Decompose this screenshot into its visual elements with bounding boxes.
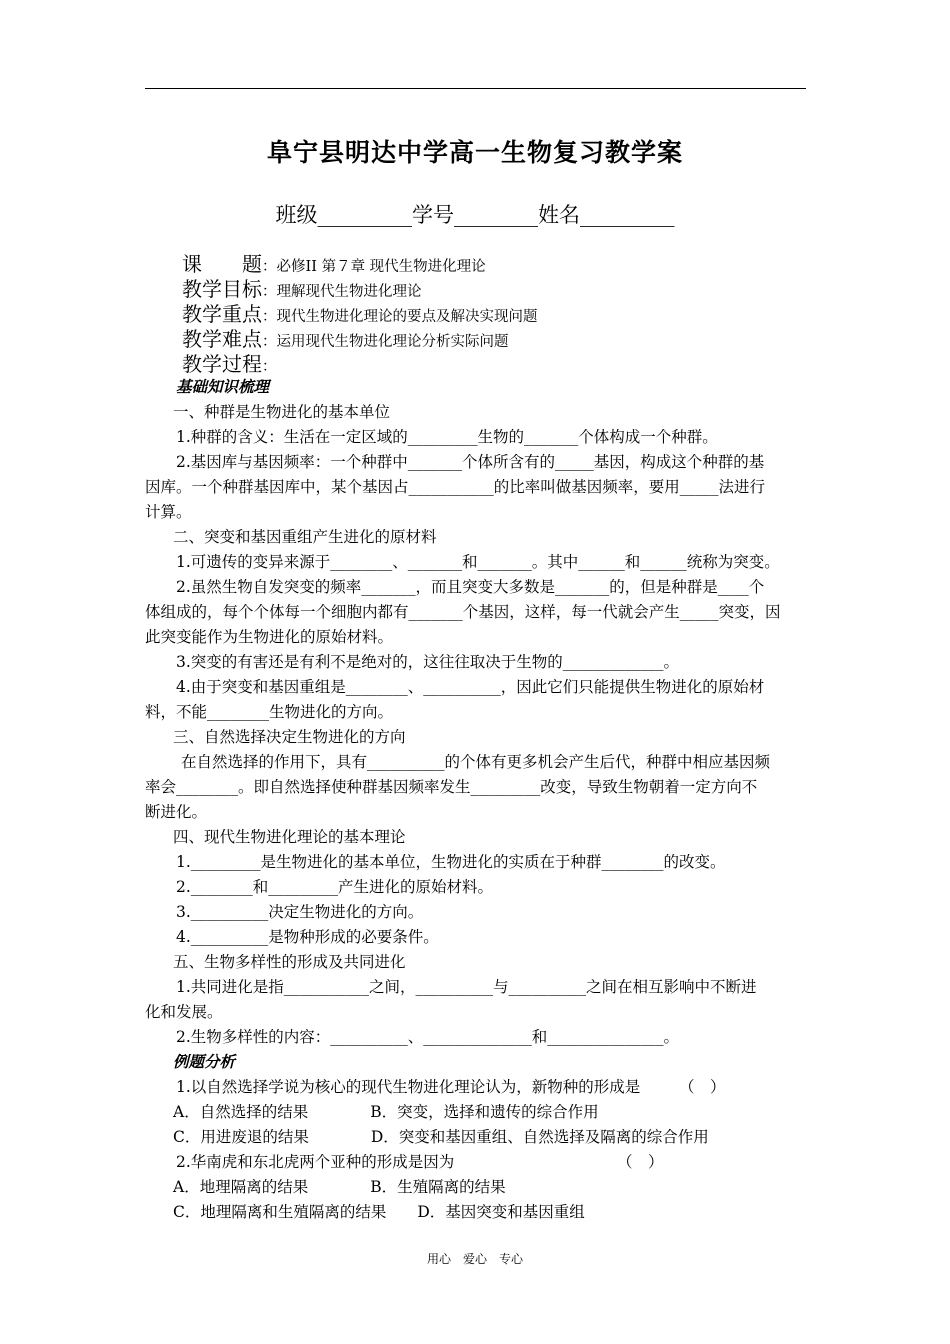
example-question-2: 2.华南虎和东北虎两个亚种的形成是因为 （ ）: [176, 1153, 664, 1171]
question-line: 体组成的，每个个体每一个细胞内都有_______个基因，这样，每一代就会产生_____突变，因: [145, 603, 781, 621]
question-line: 2.生物多样性的内容：__________、______________和_______________。: [176, 1028, 680, 1046]
question-line: 1.共同进化是指___________之间，__________与__________之间在相互影响中不断进: [176, 978, 757, 996]
header-process-key: 教学过程: [182, 352, 262, 376]
question-line: 2.基因库与基因频率：一个种群中_______个体所含有的_____基因，构成这个种群的基: [176, 453, 765, 471]
example-options: A．自然选择的结果 B．突变，选择和遗传的综合作用: [173, 1103, 599, 1121]
question-line: 此突变能作为生物进化的原始材料。: [145, 628, 394, 646]
question-line: 率会________。即自然选择使种群基因频率发生_________改变，导致生物朝着一定方向不: [145, 778, 758, 796]
question-line: 2.虽然生物自发突变的频率_______，而且突变大多数是_______的，但是种群是____个: [176, 578, 765, 596]
section-heading-basics: 基础知识梳理: [176, 377, 270, 396]
example-options: C．地理隔离和生殖隔离的结果 D．基因突变和基因重组: [173, 1203, 585, 1221]
header-difficulty-value: 运用现代生物进化理论分析实际问题: [276, 334, 509, 350]
question-line: 4.__________是物种形成的必要条件。: [176, 928, 439, 946]
question-line: 1.种群的含义：生活在一定区域的_________生物的_______个体构成一个种群。: [176, 428, 718, 446]
header-keypoint: 教学重点：现代生物进化理论的要点及解决实现问题: [182, 302, 538, 326]
section-title-1: 一、种群是生物进化的基本单位: [173, 403, 391, 421]
header-topic: 课 题：必修II 第７章 现代生物进化理论: [182, 252, 486, 276]
header-topic-key: 课 题: [182, 252, 262, 276]
header-keypoint-key: 教学重点: [182, 302, 262, 326]
section-title-5: 五、生物多样性的形成及共同进化: [173, 953, 406, 971]
section-heading-examples: 例题分析: [173, 1052, 236, 1071]
header-difficulty-key: 教学难点: [182, 327, 262, 351]
header-keypoint-value: 现代生物进化理论的要点及解决实现问题: [276, 309, 538, 325]
question-line: 断进化。: [145, 803, 208, 821]
question-line: 3.突变的有害还是有利不是绝对的，这往往取决于生物的_____________。: [176, 653, 680, 671]
header-difficulty: 教学难点：运用现代生物进化理论分析实际问题: [182, 327, 509, 351]
example-question-1: 1.以自然选择学说为核心的现代生物进化理论认为，新物种的形成是 （ ）: [176, 1078, 726, 1096]
question-line: 1._________是生物进化的基本单位，生物进化的实质在于种群________的改变。: [176, 853, 726, 871]
question-line: 化和发展。: [145, 1003, 223, 1021]
page-footer: 用心 爱心 专心: [426, 1252, 523, 1266]
question-line: 3.__________决定生物进化的方向。: [176, 903, 424, 921]
header-goal: 教学目标：理解现代生物进化理论: [182, 277, 422, 301]
question-line: 计算。: [145, 503, 192, 521]
question-line: 2.________和_________产生进化的原始材料。: [176, 878, 494, 896]
question-line: 1.可遗传的变异来源于________、_______和_______。其中______和______统称为突变。: [176, 553, 780, 571]
question-line: 在自然选择的作用下，具有__________的个体有更多机会产生后代，种群中相应基因频: [181, 753, 771, 771]
question-line: 4.由于突变和基因重组是________、__________，因此它们只能提供生物进化的原始材: [176, 678, 765, 696]
header-goal-key: 教学目标: [182, 277, 262, 301]
example-options: C．用进废退的结果 D．突变和基因重组、自然选择及隔离的综合作用: [173, 1128, 709, 1146]
header-topic-value: 必修II 第７章 现代生物进化理论: [276, 259, 486, 275]
header-goal-value: 理解现代生物进化理论: [276, 284, 422, 300]
header-process: 教学过程：: [182, 352, 277, 376]
section-title-3: 三、自然选择决定生物进化的方向: [173, 728, 406, 746]
class-number-name-line: 班级_________学号________姓名_________: [275, 203, 675, 227]
question-line: 因库。一个种群基因库中，某个基因占___________的比率叫做基因频率，要用_____法进行: [145, 478, 766, 496]
top-rule: [145, 88, 806, 89]
example-options: A．地理隔离的结果 B．生殖隔离的结果: [173, 1178, 506, 1196]
question-line: 料，不能________生物进化的方向。: [145, 703, 394, 721]
document-title: 阜宁县明达中学高一生物复习教学案: [266, 138, 683, 167]
section-title-4: 四、现代生物进化理论的基本理论: [173, 828, 406, 846]
section-title-2: 二、突变和基因重组产生进化的原材料: [173, 528, 437, 546]
